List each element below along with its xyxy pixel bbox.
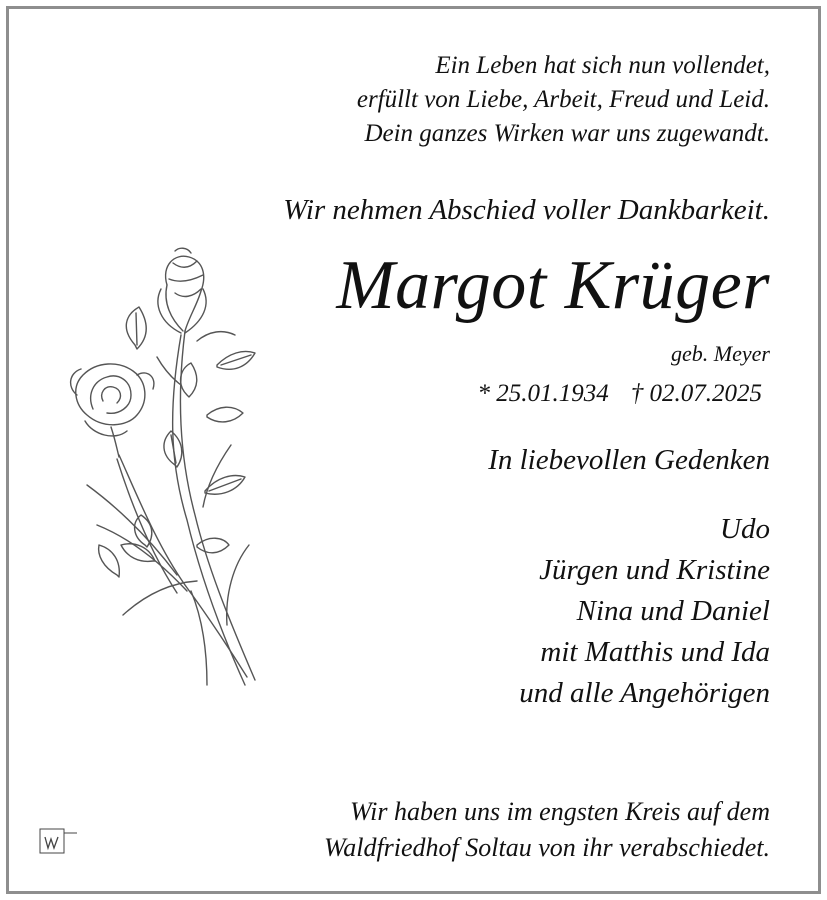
birth-date: * 25.01.1934	[477, 380, 609, 407]
verse	[357, 49, 770, 151]
closing-note	[324, 794, 770, 866]
publisher-logo-icon	[39, 825, 79, 857]
rose-illustration-icon	[57, 245, 277, 695]
deceased-name: Margot Krüger	[336, 247, 770, 324]
birth-name: geb. Meyer	[671, 341, 770, 366]
mourner-5: und alle Angehörigen	[519, 677, 770, 709]
mourner-2: Jürgen und Kristine	[539, 554, 770, 586]
mourner-1: Udo	[720, 513, 770, 545]
verse-line-2: erfüllt von Liebe, Arbeit, Freud und Leid.	[356, 86, 770, 113]
death-date: † 02.07.2025	[630, 380, 762, 407]
memory-line: In liebevollen Gedenken	[488, 444, 770, 476]
mourner-3: Nina und Daniel	[576, 595, 770, 627]
closing-line-1: Wir haben uns im engsten Kreis auf dem	[349, 797, 770, 826]
mourners-list	[519, 509, 770, 714]
verse-line-1: Ein Leben hat sich nun vollendet,	[435, 52, 770, 79]
obituary-notice	[6, 6, 821, 894]
closing-line-2: Waldfriedhof Soltau von ihr verabschiedet.	[323, 833, 770, 862]
mourner-4: mit Matthis und Ida	[540, 636, 770, 668]
farewell-line: Wir nehmen Abschied voller Dankbarkeit.	[283, 194, 770, 226]
life-dates	[478, 377, 763, 411]
verse-line-3: Dein ganzes Wirken war uns zugewandt.	[364, 120, 770, 147]
